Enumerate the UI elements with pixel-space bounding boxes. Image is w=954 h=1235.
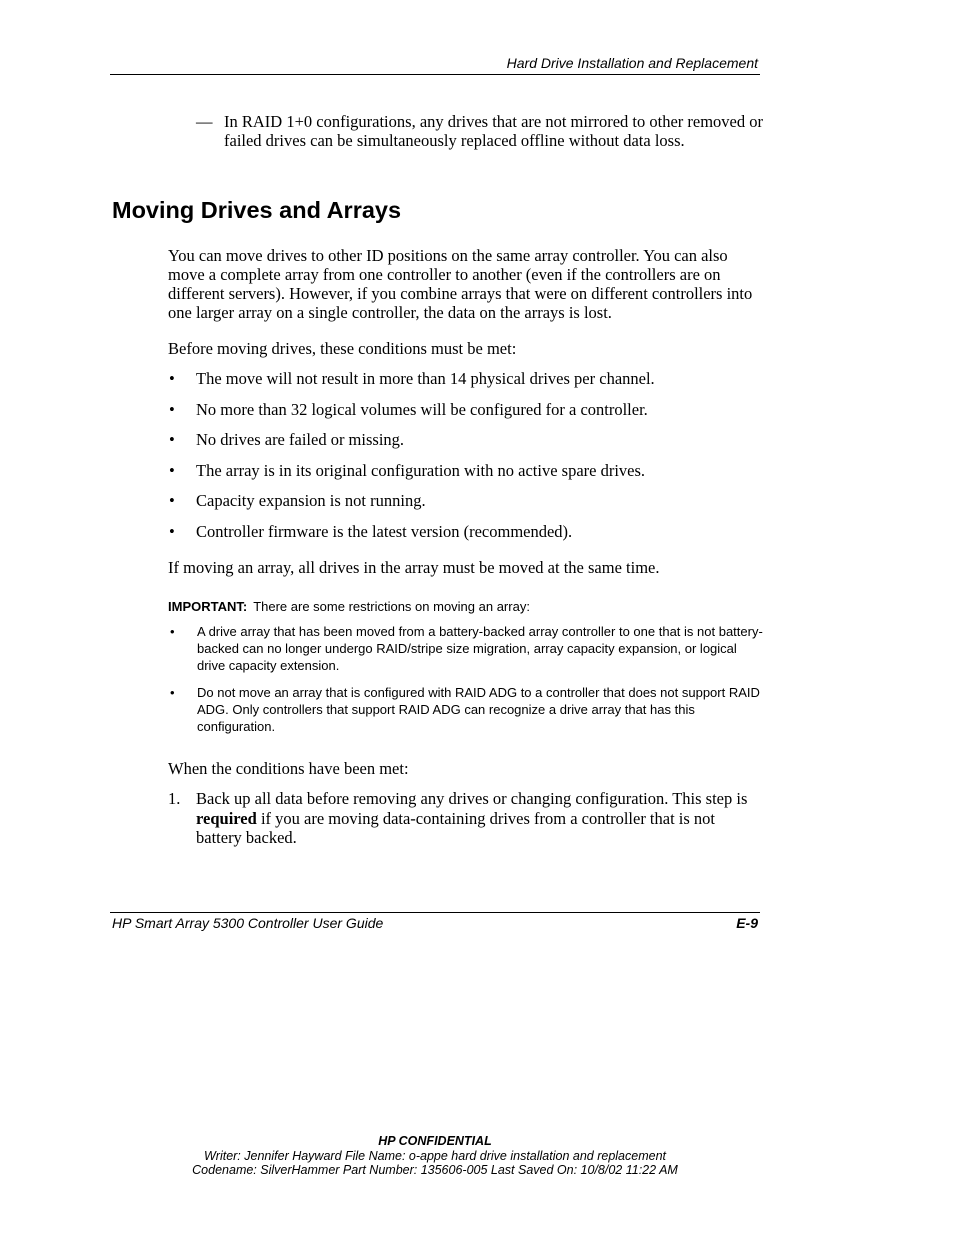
confidential-line-2: Codename: SilverHammer Part Number: 135606-005 Last Saved On: 10/8/02 11:22 AM (192, 1163, 678, 1177)
list-item-text: The array is in its original configuration with no active spare drives. (196, 460, 646, 480)
list-item-text: No more than 32 logical volumes will be configured for a controller. (196, 399, 648, 419)
bullet-glyph: • (169, 521, 175, 541)
step-text-after: if you are moving data-containing drives from a controller that is not battery backed. (196, 808, 716, 847)
conditions-lead: Before moving drives, these conditions must be met: (168, 339, 517, 358)
list-item (168, 430, 763, 449)
important-list (168, 623, 763, 745)
dash-item-text: In RAID 1+0 configurations, any drives that are not mirrored to other removed or failed drives can be simultaneously replaced offline without data loss. (224, 112, 763, 150)
list-item (168, 522, 763, 541)
important-text: There are some restrictions on moving an array: (253, 599, 530, 614)
list-item (168, 461, 763, 480)
array-note: If moving an array, all drives in the array must be moved at the same time. (168, 558, 660, 577)
list-item (168, 491, 763, 510)
page-number: E-9 (736, 915, 758, 931)
list-item-text: Capacity expansion is not running. (196, 491, 426, 510)
step-text-bold: required (196, 808, 257, 828)
bullet-glyph: • (169, 460, 175, 480)
header-rule (110, 74, 760, 75)
list-item (168, 623, 763, 674)
confidential-label: HP CONFIDENTIAL (378, 1134, 492, 1148)
list-item-text: Controller firmware is the latest version (recommended). (196, 521, 573, 541)
running-header: Hard Drive Installation and Replacement (506, 55, 758, 71)
bullet-glyph: • (169, 399, 175, 419)
important-note (168, 598, 763, 615)
confidential-line-1: Writer: Jennifer Hayward File Name: o-appe hard drive installation and replacement (203, 1149, 667, 1163)
dash-glyph: — (196, 112, 213, 131)
bullet-glyph: • (169, 491, 175, 510)
list-item-text: No drives are failed or missing. (196, 430, 405, 449)
list-item-text: A drive array that has been moved from a battery-backed array controller to one that is not battery-backed can no longer undergo RAID/stripe size migration, array capacity expansion, or logical drive capacity extension. (197, 624, 763, 673)
step-text (196, 789, 763, 848)
bullet-glyph: • (169, 430, 175, 449)
list-item (168, 369, 763, 388)
met-lead: When the conditions have been met: (168, 759, 409, 778)
step-text-before: Back up all data before removing any drives or changing configuration. This step is (196, 789, 748, 808)
list-item-text: The move will not result in more than 14 physical drives per channel. (196, 369, 655, 388)
bullet-glyph: • (170, 624, 175, 639)
list-item (168, 400, 763, 419)
conditions-list (168, 369, 763, 552)
important-label: IMPORTANT: (168, 599, 248, 614)
bullet-glyph: • (169, 369, 175, 388)
list-item-text: Do not move an array that is configured with RAID ADG to a controller that does not support RAID ADG. Only controllers that support RAID ADG can recognize a drive array that has this configuration. (197, 685, 760, 734)
bullet-glyph: • (170, 685, 175, 700)
section-title: Moving Drives and Arrays (112, 197, 402, 223)
footer-rule (110, 912, 760, 913)
dash-list-item (196, 112, 766, 150)
step-number: 1. (168, 789, 181, 808)
footer-guide-title: HP Smart Array 5300 Controller User Guide (112, 915, 384, 931)
intro-paragraph: You can move drives to other ID positions on the same array controller. You can also move a complete array from one controller to another (even if the controllers are on different servers). However, if you combine arrays that were on different controllers into one larger array on a single controller, the data on the arrays is lost. (168, 246, 753, 322)
step-1 (168, 789, 763, 848)
list-item (168, 684, 763, 735)
